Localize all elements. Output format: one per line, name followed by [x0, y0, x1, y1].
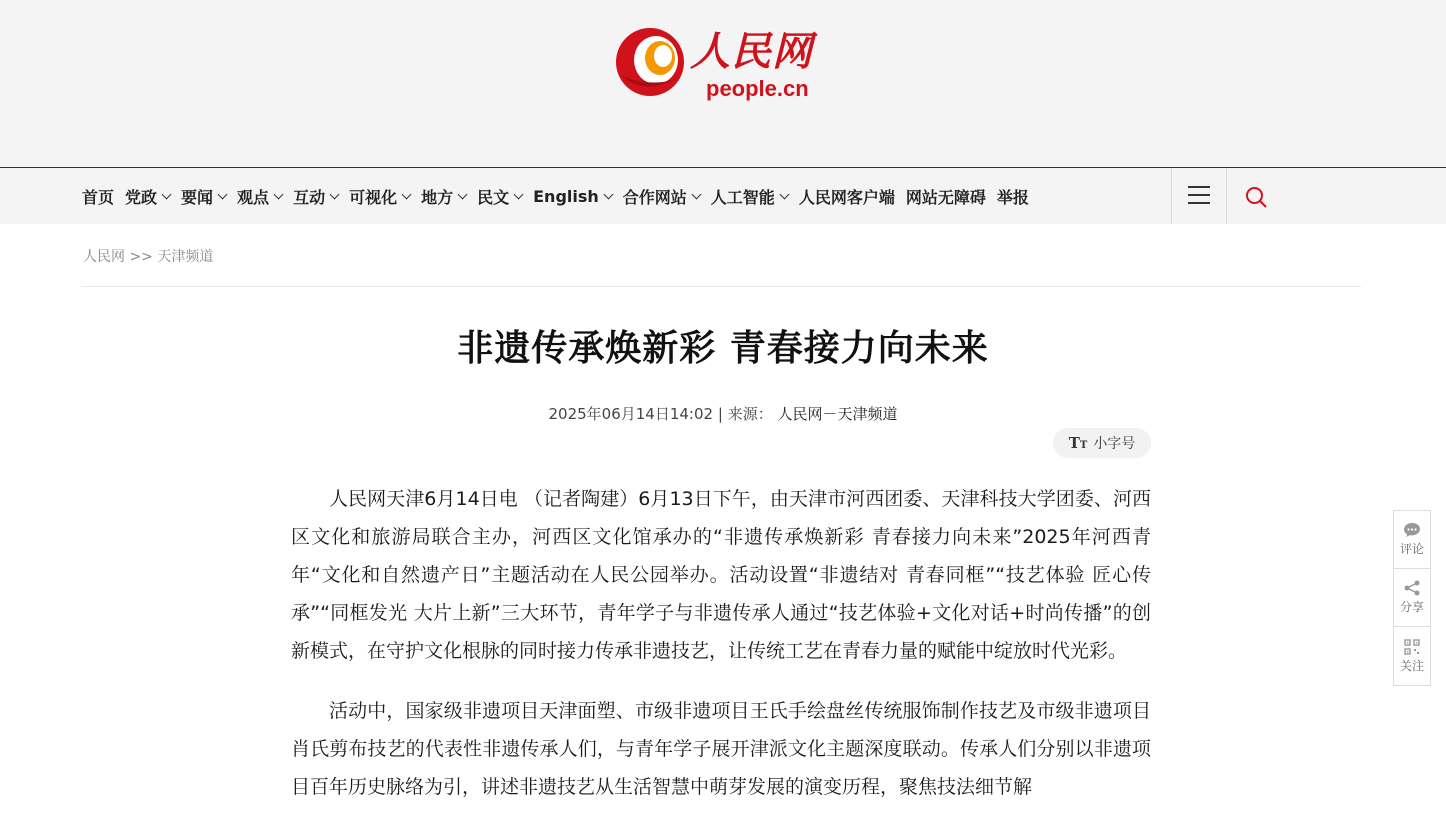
breadcrumb	[83, 246, 213, 266]
comment-icon	[1403, 522, 1421, 538]
chevron-down-icon	[162, 189, 172, 199]
article-paragraph: 人民网天津6月14日电 （记者陶建）6月13日下午，由天津市河西团委、天津科技大学团委、河西区文化和旅游局联合主办，河西区文化馆承办的“非遗传承焕新彩 青春接力向未来”2025年河西青年“文化和自然遗产日”主题活动在人民公园举办。活动设置“非遗结对 青春同框”“技艺体验 匠心传承”“同框发光 大片上新”三大环节，青年学子与非遗传承人通过“技艺体验+文化对话+时尚传播”的创新模式，在守护文化根脉的同时接力传承非遗技艺，让传统工艺在青春力量的赋能中绽放时代光彩。	[291, 488, 1151, 662]
nav-separator	[1226, 168, 1227, 224]
article-title: 非遗传承焕新彩 青春接力向未来	[457, 328, 989, 369]
article-datetime: 2025年06月14日14:02	[548, 405, 714, 423]
breadcrumb-home-link[interactable]: 人民网	[83, 249, 125, 265]
nav-item[interactable]	[293, 168, 338, 224]
article-source-link[interactable]: 人民网－天津频道	[777, 405, 898, 423]
nav-item-label: 民文	[477, 187, 510, 207]
nav-item[interactable]	[82, 168, 114, 224]
nav-item[interactable]	[799, 168, 895, 224]
nav-item-label: 可视化	[349, 187, 398, 207]
nav-item[interactable]	[477, 168, 522, 224]
article-paragraph: 活动中，国家级非遗项目天津面塑、市级非遗项目王氏手绘盘丝传统服饰制作技艺及市级非遗项目肖氏剪布技艺的代表性非遗传承人们，与青年学子展开津派文化主题深度联动。传承人们分别以非遗项目百年历史脉络为引，讲述非遗技艺从生活智慧中萌芽发展的演变历程，聚焦技法细节解	[291, 700, 1151, 798]
article-body	[291, 480, 1151, 826]
nav-item[interactable]	[125, 168, 170, 224]
share-label: 分享	[1399, 600, 1424, 614]
nav-item[interactable]	[711, 168, 788, 224]
breadcrumb-channel-link[interactable]: 天津频道	[157, 249, 214, 265]
nav-item-label: 人工智能	[710, 187, 775, 207]
nav-item[interactable]	[997, 168, 1029, 224]
nav-item-label: 网站无障碍	[905, 187, 986, 207]
source-label: 来源：	[727, 405, 773, 423]
chevron-down-icon	[691, 189, 701, 199]
breadcrumb-separator: >>	[129, 249, 153, 265]
logo-text-cn: 人民网	[690, 28, 813, 75]
nav-item[interactable]	[906, 168, 986, 224]
comment-button[interactable]	[1394, 511, 1430, 569]
chevron-down-icon	[458, 189, 468, 199]
nav-item-label: 举报	[996, 187, 1029, 207]
font-size-toggle-button[interactable]	[1053, 428, 1151, 458]
divider	[81, 286, 1361, 287]
nav-item-label: 党政	[125, 187, 158, 207]
chevron-down-icon	[274, 189, 284, 199]
qrcode-icon	[1404, 639, 1420, 655]
meta-separator: |	[717, 405, 723, 423]
text-size-icon: TT	[1068, 434, 1088, 452]
nav-item-label: 首页	[82, 187, 115, 207]
nav-item[interactable]	[237, 168, 282, 224]
nav-list	[82, 168, 1040, 224]
nav-item-label: 观点	[237, 187, 270, 207]
comment-label: 评论	[1399, 542, 1424, 556]
share-button[interactable]	[1394, 569, 1430, 627]
article-meta	[0, 403, 1446, 424]
chevron-down-icon	[330, 189, 340, 199]
nav-item-label: English	[533, 186, 599, 206]
chevron-down-icon	[603, 189, 613, 199]
nav-item[interactable]	[533, 168, 612, 224]
font-size-label: 小字号	[1093, 436, 1136, 452]
site-header	[0, 0, 1446, 167]
nav-item-label: 互动	[293, 187, 326, 207]
search-icon[interactable]	[1244, 185, 1268, 209]
follow-button[interactable]	[1394, 627, 1430, 685]
nav-separator	[1171, 168, 1172, 224]
side-toolbar	[1393, 510, 1431, 686]
share-icon	[1403, 580, 1421, 596]
nav-item[interactable]	[349, 168, 410, 224]
nav-item-label: 地方	[421, 187, 454, 207]
chevron-down-icon	[779, 189, 789, 199]
menu-icon[interactable]	[1188, 186, 1210, 206]
logo-mark-icon	[614, 26, 686, 98]
site-logo[interactable]	[614, 20, 834, 104]
nav-item-label: 合作网站	[622, 187, 687, 207]
follow-label: 关注	[1399, 658, 1424, 673]
main-nav	[0, 167, 1446, 224]
nav-item-label: 人民网客户端	[798, 187, 895, 207]
logo-text-en: people.cn	[706, 76, 809, 101]
chevron-down-icon	[402, 189, 412, 199]
chevron-down-icon	[218, 189, 228, 199]
chevron-down-icon	[514, 189, 524, 199]
nav-item[interactable]	[421, 168, 466, 224]
nav-item-label: 要闻	[181, 187, 214, 207]
nav-item[interactable]	[181, 168, 226, 224]
nav-item[interactable]	[623, 168, 700, 224]
